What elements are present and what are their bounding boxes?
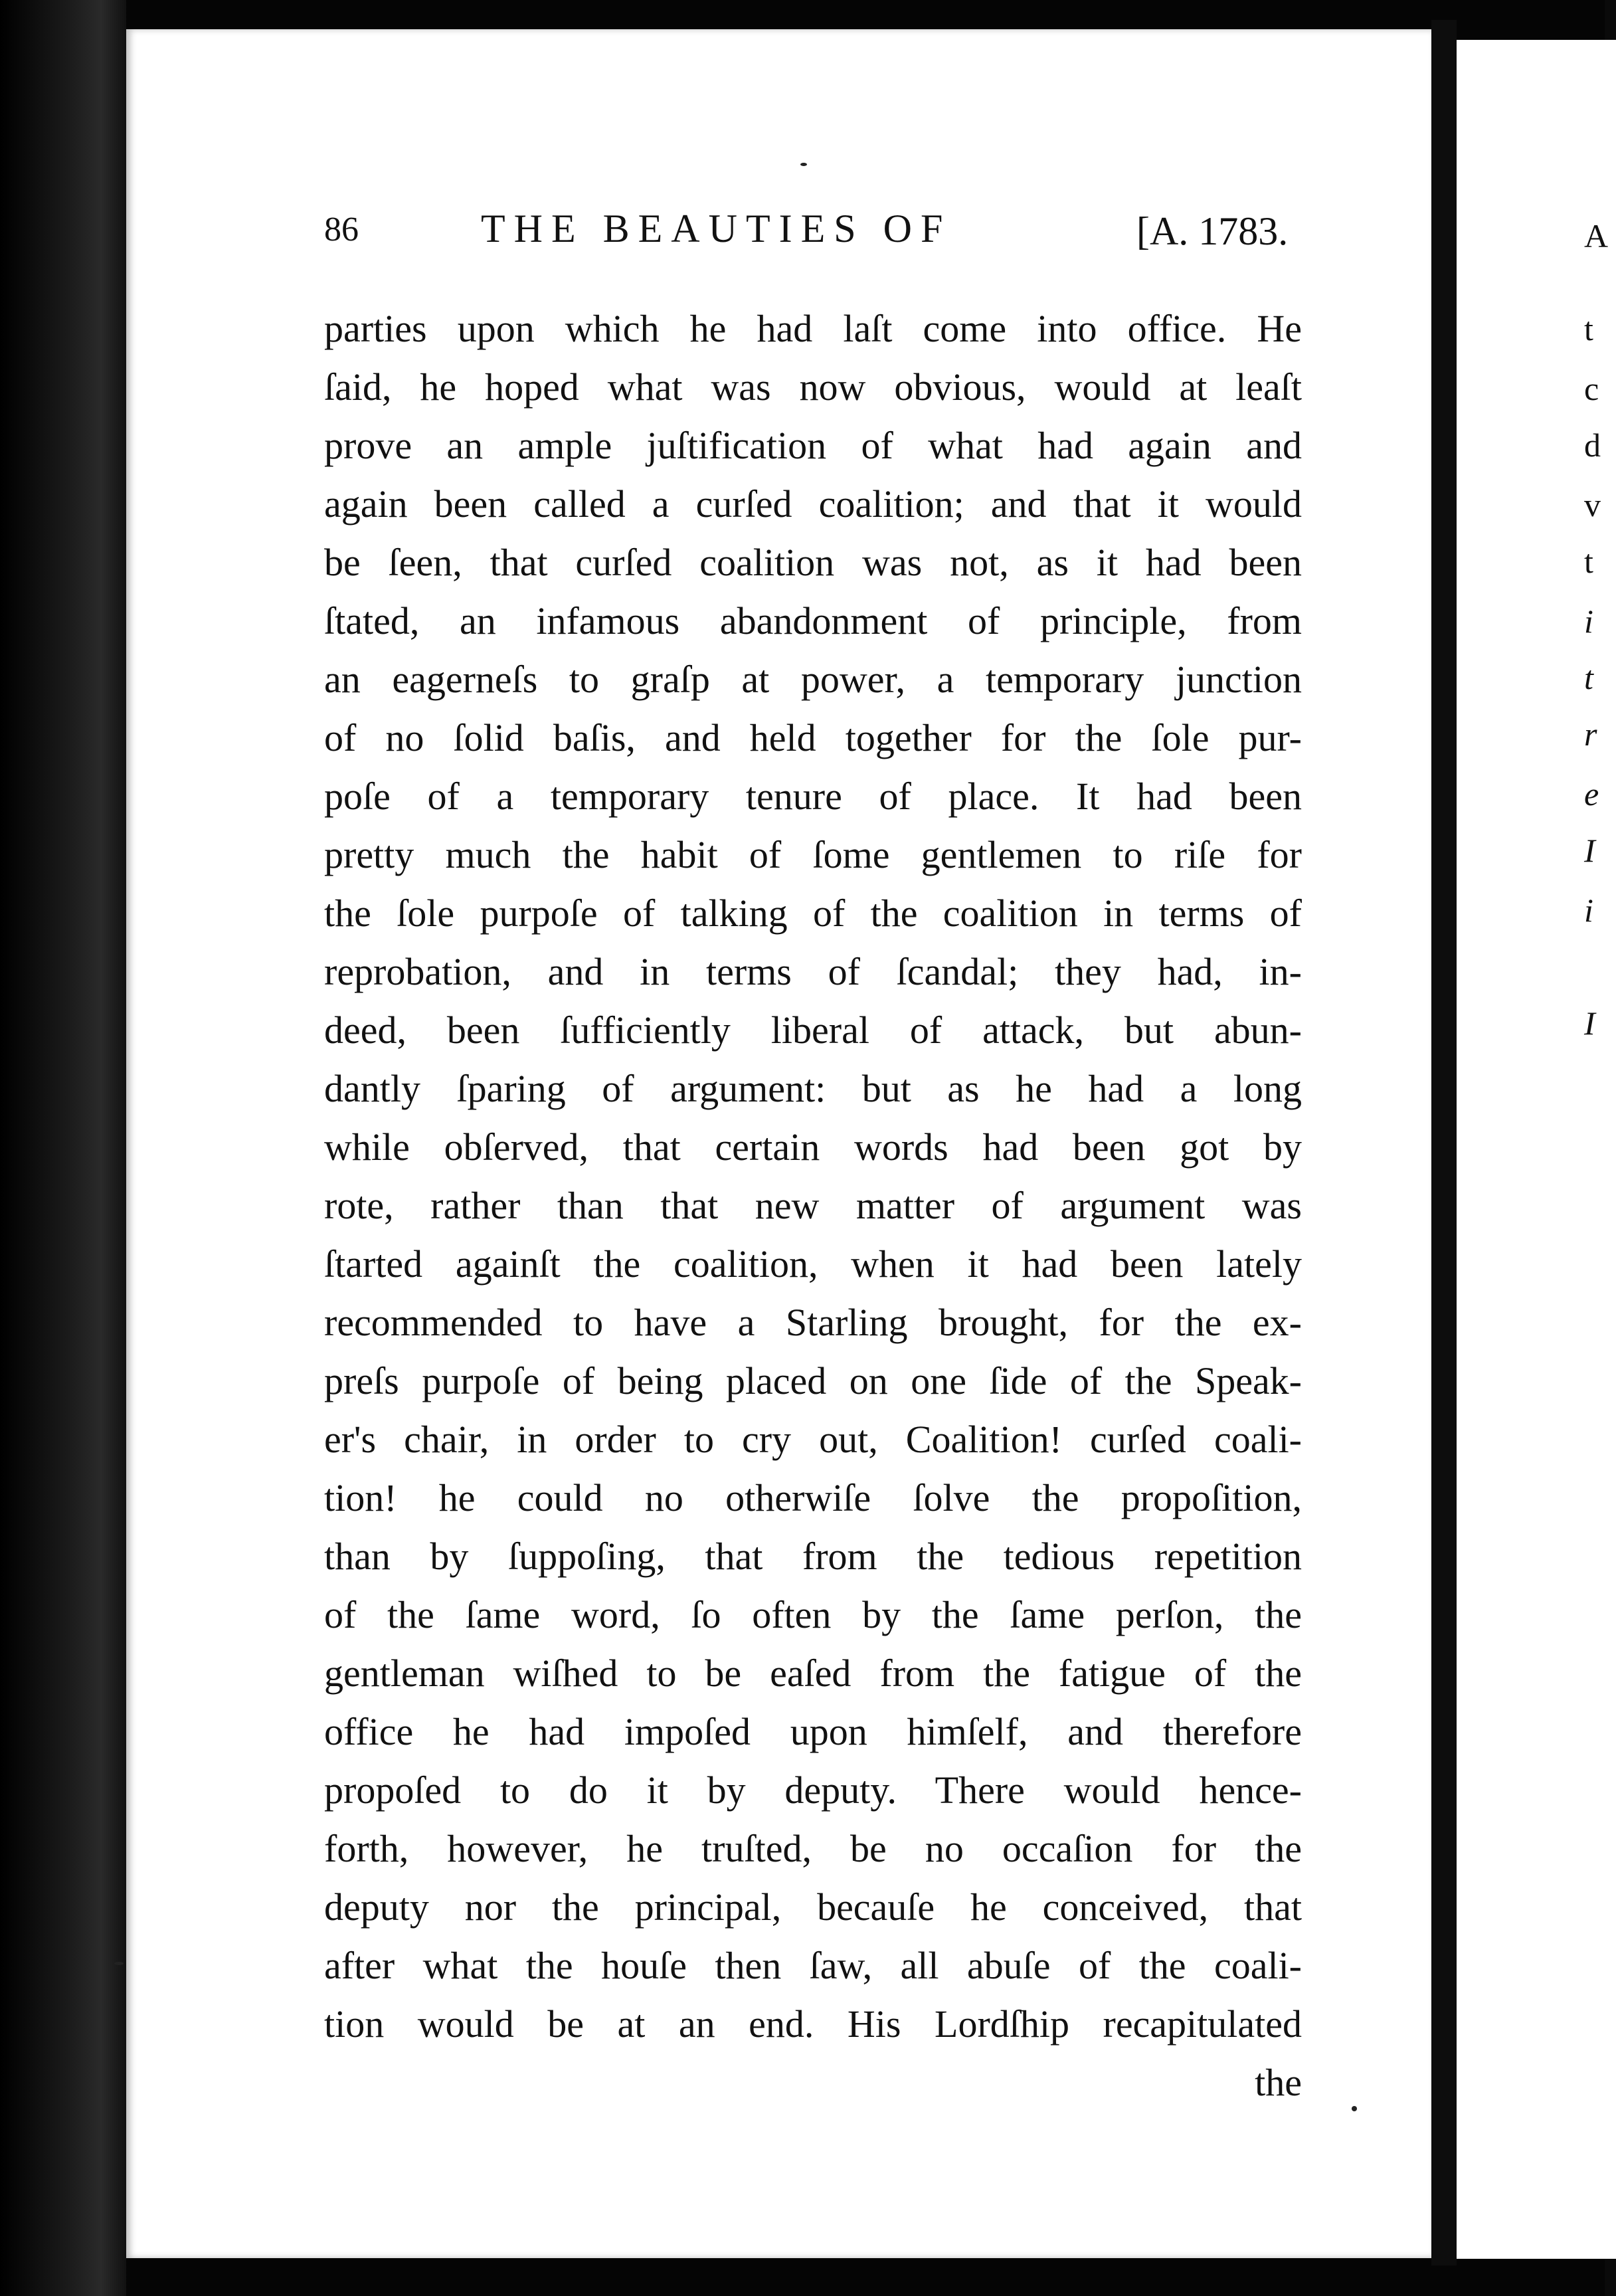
facing-letter: t bbox=[1584, 543, 1593, 580]
facing-letter: t bbox=[1584, 310, 1593, 347]
scan-speck bbox=[114, 1962, 124, 1965]
text-line: office he had impoſed upon himſelf, and therefore bbox=[324, 1710, 1302, 1753]
text-line: dantly ſparing of argument: but as he had a long bbox=[324, 1067, 1302, 1110]
running-title: THE BEAUTIES OF bbox=[481, 207, 952, 250]
text-line: ſtarted againſt the coalition, when it had been lately bbox=[324, 1242, 1302, 1286]
text-line: after what the houſe then ſaw, all abuſe of the coali- bbox=[324, 1944, 1302, 1987]
page-number: 86 bbox=[324, 211, 359, 248]
text-line: er's chair, in order to cry out, Coalition! curſed coali- bbox=[324, 1418, 1302, 1461]
facing-letter: t bbox=[1584, 659, 1593, 696]
text-line: pretty much the habit of ſome gentlemen to riſe for bbox=[324, 833, 1302, 876]
text-line: of the ſame word, ſo often by the ſame perſon, the bbox=[324, 1593, 1302, 1636]
facing-letter: v bbox=[1584, 486, 1601, 524]
page-gutter bbox=[1431, 20, 1457, 2265]
text-line: of no ſolid baſis, and held together for the ſole pur- bbox=[324, 716, 1302, 759]
facing-letter: I bbox=[1584, 832, 1595, 869]
scan-speck bbox=[800, 163, 807, 166]
text-line: recommended to have a Starling brought, for the ex- bbox=[324, 1301, 1302, 1344]
text-line: again been called a curſed coalition; and that it would bbox=[324, 482, 1302, 526]
facing-letter: c bbox=[1584, 370, 1599, 407]
text-line: rote, rather than that new matter of argument was bbox=[324, 1184, 1302, 1227]
facing-letter: e bbox=[1584, 775, 1599, 813]
facing-letter: I bbox=[1584, 1004, 1595, 1042]
text-line: be ſeen, that curſed coalition was not, as it had been bbox=[324, 541, 1302, 584]
text-line: propoſed to do it by deputy. There would hence- bbox=[324, 1769, 1302, 1812]
text-line: forth, however, he truſted, be no occaſion for the bbox=[324, 1827, 1302, 1870]
facing-letter: i bbox=[1584, 603, 1593, 640]
text-line: ſaid, he hoped what was now obvious, would at leaſt bbox=[324, 365, 1302, 409]
text-line: than by ſuppoſing, that from the tedious repetition bbox=[324, 1535, 1302, 1578]
scan-speck bbox=[1352, 2106, 1357, 2111]
text-line: deputy nor the principal, becauſe he conceived, that bbox=[324, 1885, 1302, 1929]
text-line: parties upon which he had laſt come into office. He bbox=[324, 307, 1302, 350]
text-line: gentleman wiſhed to be eaſed from the fatigue of the bbox=[324, 1652, 1302, 1695]
text-line: ſtated, an infamous abandonment of principle, from bbox=[324, 599, 1302, 642]
text-line: prove an ample juſtification of what had again and bbox=[324, 424, 1302, 467]
text-line: tion would be at an end. His Lordſhip recapitulated bbox=[324, 2002, 1302, 2046]
text-line: the ſole purpoſe of talking of the coalition in terms of bbox=[324, 892, 1302, 935]
text-line: preſs purpoſe of being placed on one ſide of the Speak- bbox=[324, 1359, 1302, 1402]
text-line: an eagerneſs to graſp at power, a temporary junction bbox=[324, 658, 1302, 701]
facing-letter: A bbox=[1584, 217, 1609, 254]
facing-letter: r bbox=[1584, 716, 1597, 753]
text-line: reprobation, and in terms of ſcandal; they had, in- bbox=[324, 950, 1302, 993]
facing-letter: d bbox=[1584, 427, 1601, 464]
running-year: [A. 1783. bbox=[1136, 209, 1289, 253]
catchword: the bbox=[1255, 2061, 1302, 2104]
facing-letter: i bbox=[1584, 892, 1593, 929]
running-header bbox=[324, 206, 1320, 259]
text-line: while obſerved, that certain words had been got by bbox=[324, 1125, 1302, 1169]
text-line: tion! he could no otherwiſe ſolve the propoſition, bbox=[324, 1476, 1302, 1519]
book-binding-edge bbox=[0, 0, 126, 2296]
text-line: poſe of a temporary tenure of place. It had been bbox=[324, 775, 1302, 818]
text-line: deed, been ſufficiently liberal of attack, but abun- bbox=[324, 1008, 1302, 1052]
